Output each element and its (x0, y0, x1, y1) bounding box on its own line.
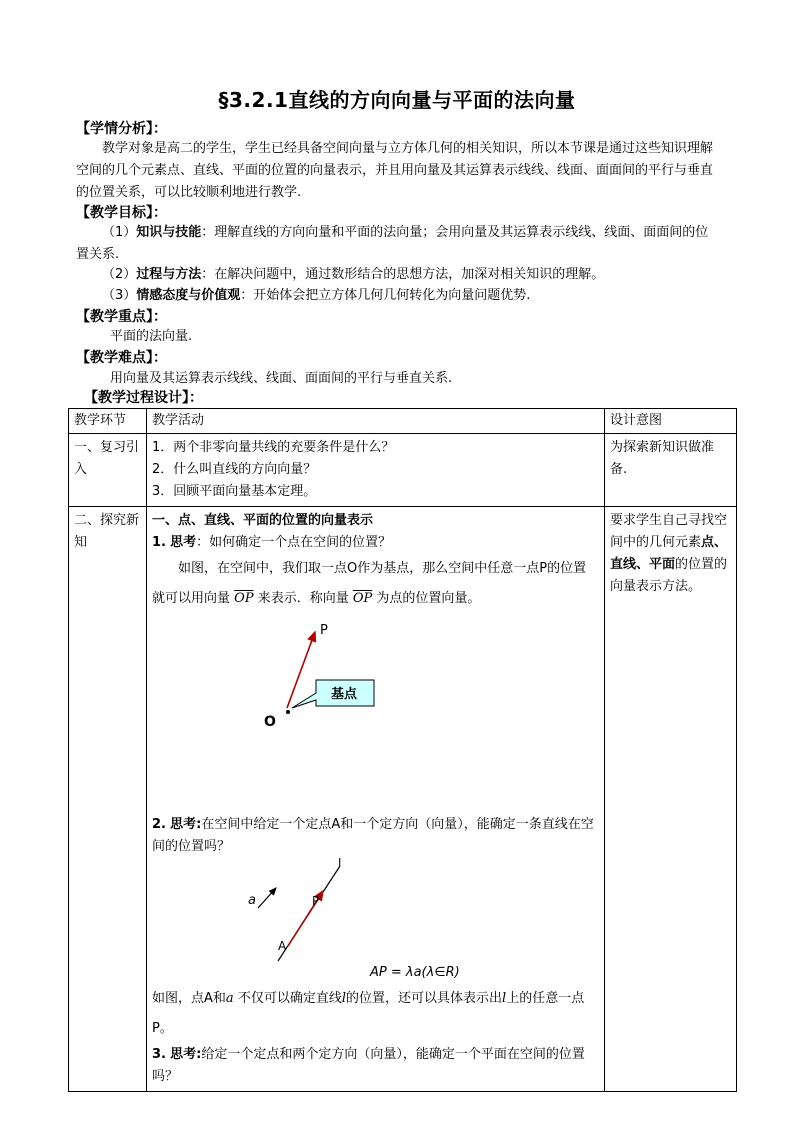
vector-a (258, 888, 276, 908)
vector-op-2: $\overline{OP}$ (352, 591, 373, 606)
list-item: 1．两个非零向量共线的充要条件是什么？ (152, 440, 395, 455)
line-l-label: l (338, 858, 342, 869)
direction-vector-figure (152, 858, 599, 984)
table-row (69, 507, 737, 1092)
base-point-dot (286, 710, 290, 714)
key-point-heading: 【教学重点】： (76, 309, 167, 325)
vector-a-label: a (248, 893, 256, 908)
question-1: 1. 思考：如何确定一个点在空间的位置？ (152, 535, 392, 550)
question-1-body: 如图，在空间中，我们取一点O作为基点，那么空间中任意一点P的位置就可以用向量 $\overline{OP}$ 来表示．称向量 $\overline{OP}$ 为点的位置向量。 (152, 561, 587, 606)
analysis-text: 教学对象是高二的学生，学生已经具备空间向量与立方体几何的相关知识，所以本节课是通过这些知识理解空间的几个元素点、直线、平面的位置的向量表示，并且用向量及其运算表示线线、线面、面面间的平行与垂直的位置关系，可以比较顺利地进行教学. (76, 141, 714, 200)
goal-1: （1）知识与技能：理解直线的方向向量和平面的法向量；会用向量及其运算表示线线、线面、面面间的位置关系. (76, 225, 709, 262)
question-2: 2. 思考:在空间中给定一个定点A和一个定方向（向量），能确定一条直线在空间的位置吗？ (152, 817, 594, 854)
point-p-label: P (320, 623, 328, 638)
section-title: 一、点、直线、平面的位置的向量表示 (152, 513, 374, 528)
question-3: 3. 思考:给定一个定点和两个定方向（向量），能确定一个平面在空间的位置吗？ (152, 1047, 585, 1084)
goal-3: （3）情感态度与价值观：开始体会把立方体几何几何转化为向量问题优势. (102, 288, 531, 303)
header-intent: 设计意图 (605, 409, 737, 434)
position-vector-diagram (152, 620, 600, 810)
teaching-process-table (68, 408, 737, 1092)
process-design-heading: 【教学过程设计】： (84, 390, 203, 406)
list-item: 3．回顾平面向量基本定理。 (152, 484, 317, 499)
position-vector-figure (152, 620, 599, 810)
activity-explore (147, 507, 605, 1092)
list-item: 2．什么叫直线的方向向量？ (152, 462, 317, 477)
header-activity: 教学活动 (147, 409, 605, 434)
intent-review: 为探索新知识做准备. (605, 434, 737, 507)
intent-explore: 要求学生自己寻找空间中的几何元素点、直线、平面的位置的向量表示方法。 (605, 507, 737, 1092)
base-point-callout: 基点 (331, 687, 358, 702)
difficulty-text: 用向量及其运算表示线线、线面、面面间的平行与垂直关系. (110, 371, 453, 386)
point-a-label: A (278, 939, 287, 953)
stage-explore: 二、探究新知 (69, 507, 147, 1092)
point-p-label: P (312, 894, 320, 908)
table-header-row (69, 409, 737, 434)
header-stage: 教学环节 (69, 409, 147, 434)
line-l-ref: l (502, 991, 507, 1006)
difficulty-heading: 【教学难点】： (76, 350, 167, 366)
stage-review: 一、复习引入 (69, 434, 147, 507)
page-title: §3.2.1直线的方向向量与平面的法向量 (218, 88, 576, 112)
activity-review (147, 434, 605, 507)
direction-vector-diagram (152, 858, 600, 984)
table-row (69, 434, 737, 507)
key-point-text: 平面的法向量. (110, 329, 193, 344)
formula-ap-lambda-a: AP = λa(λ∈R) (370, 965, 460, 980)
point-o-label: O (264, 714, 276, 730)
analysis-heading: 【学情分析】： (76, 121, 167, 137)
question-2-explanation: 如图，点A和a 不仅可以确定直线l的位置，还可以具体表示出l上的任意一点P。 (152, 991, 585, 1036)
goals-heading: 【教学目标】： (76, 205, 167, 221)
goal-2: （2）过程与方法：在解决问题中，通过数形结合的思想方法，加深对相关知识的理解。 (102, 267, 605, 282)
